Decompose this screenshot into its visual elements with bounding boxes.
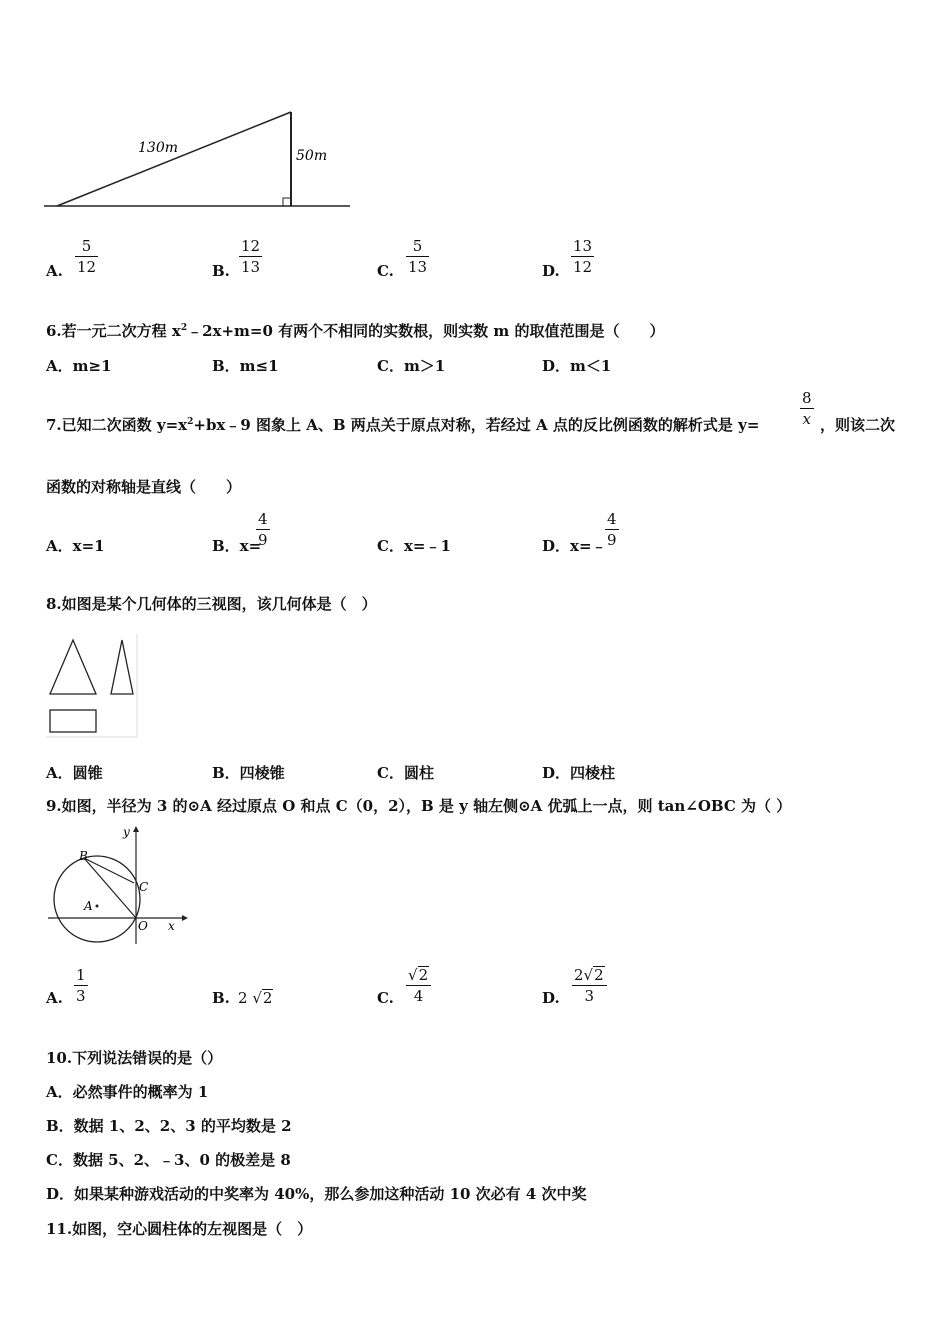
- q10-stem: 10.下列说法错误的是（）: [46, 1049, 223, 1067]
- hypotenuse-label: 130m: [138, 140, 178, 156]
- q6-option-d[interactable]: D．m＜1: [542, 357, 612, 375]
- q6-option-a[interactable]: A．m≥1: [46, 357, 112, 375]
- q10-option-b[interactable]: B．数据 1、2、2、3 的平均数是 2: [46, 1117, 292, 1135]
- q6-option-b[interactable]: B．m≤1: [212, 357, 279, 375]
- y-axis-label: y: [123, 825, 130, 839]
- center-a-label: A: [84, 899, 93, 913]
- q7-stem-end: ，则该二次: [820, 416, 896, 434]
- q9-stem: 9.如图，半径为 3 的⊙A 经过原点 O 和点 C（0，2），B 是 y 轴左侧⊙A 优弧上一点，则 tan∠OBC 为（ ）: [46, 797, 792, 815]
- circle-figure: [46, 826, 188, 946]
- q10-option-a[interactable]: A．必然事件的概率为 1: [46, 1083, 209, 1101]
- q6-option-c[interactable]: C．m＞1: [377, 357, 446, 375]
- q11-stem: 11.如图，空心圆柱体的左视图是（ ）: [46, 1220, 313, 1238]
- q7-inverse-function-fraction: $\frac{8}{x}$: [802, 389, 812, 428]
- three-view-figure: [46, 632, 142, 740]
- q10-option-d[interactable]: D．如果某种游戏活动的中奖率为 40%，那么参加这种活动 10 次必有 4 次中奖: [46, 1185, 587, 1203]
- slope-triangle-figure: [44, 105, 354, 215]
- q8-option-b[interactable]: B．四棱锥: [212, 764, 285, 782]
- q10-option-c[interactable]: C．数据 5、2、﹣3、0 的极差是 8: [46, 1151, 291, 1169]
- q7-stem-line2: 函数的对称轴是直线（ ）: [46, 478, 242, 496]
- q8-stem: 8.如图是某个几何体的三视图，该几何体是（ ）: [46, 595, 377, 613]
- q7-option-a[interactable]: A．x=1: [46, 537, 105, 555]
- q8-option-c[interactable]: C．圆柱: [377, 764, 434, 782]
- q8-option-d[interactable]: D．四棱柱: [542, 764, 616, 782]
- x-axis-label: x: [168, 919, 175, 933]
- point-c-label: C: [139, 880, 149, 894]
- q7-stem: 7.已知二次函数 $y=x^2+bx﹣9$ 图象上 A、B 两点关于原点对称，若经过 A 点的反比例函数的解析式是 y=: [46, 416, 760, 434]
- q6-stem: 6.若一元二次方程 $x^2﹣2x+m=0$ 有两个不相同的实数根，则实数 m 的取值范围是（ ）: [46, 322, 665, 340]
- origin-label: O: [138, 919, 148, 933]
- height-label: 50m: [296, 148, 328, 164]
- q8-option-a[interactable]: A．圆锥: [46, 764, 103, 782]
- point-b-label: B: [79, 849, 88, 863]
- q7-option-c[interactable]: C．x=﹣1: [377, 537, 451, 555]
